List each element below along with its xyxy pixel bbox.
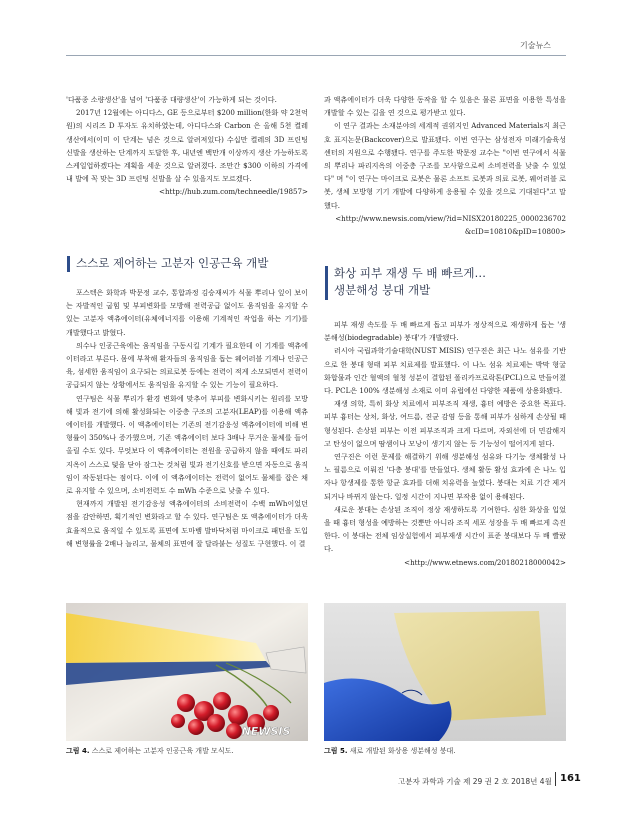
left-column-body bbox=[66, 286, 308, 550]
figure-4-image bbox=[66, 603, 308, 741]
section-title-line: 화상 피부 재생 두 배 빠르게… bbox=[334, 266, 486, 280]
figure-5-caption bbox=[324, 746, 456, 756]
bandage-photo bbox=[324, 603, 566, 741]
paragraph: 이 연구 결과는 소재분야의 세계적 권위지인 Advanced Materials지 최근호 표지논문(Backcover)으로 발표됐다. 이번 연구는 삼성전자 미래기술육성센터의 지원으로 수행됐다. 연구를 주도한 박문정 교수는 "이번 연구에서 식물의 뿌리나 파리지옥의 이중층 구조를 모사함으로써 소비전력을 낮출 수 있었다" 며 "이 연구는 마이크로 로봇은 물론 소프트 로봇과 의료 로봇, 웨어러블 로봇, 생체 모방형 기기 개발에 다양하게 응용될 수 있을 것으로 기대된다"고 말했다. bbox=[324, 121, 566, 210]
journal-citation: 고분자 과학과 기술 제 29 권 2 호 2018년 4월 bbox=[398, 777, 552, 786]
paragraph: 과 액츄에이터가 더욱 다양한 동작을 할 수 있음은 물론 표면을 이용한 특성을 개발할 수 있는 길을 연 것으로 평가받고 있다. bbox=[324, 95, 566, 118]
source-url-line: &cID=10810&pID=10800> bbox=[464, 227, 566, 237]
source-url: <http://www.etnews.com/20180218000042> bbox=[404, 557, 566, 567]
paragraph: 의수나 인공근육에는 움직임을 구동시킬 기계가 필요한데 이 기계를 액츄에이터라고 부른다. 몸에 부착해 환자들의 움직임을 돕는 웨어러블 기계나 인공근육, 섬세한 움직임이 요구되는 의료로봇 등에는 전력이 적게 소모되면서 전력이 공급되지 않는 상황에서도 움직임을 유지할 수 있는 기능이 필요하다. bbox=[66, 340, 308, 390]
header-divider bbox=[66, 55, 566, 56]
watermark: NEWSIS bbox=[241, 725, 291, 738]
source-url-line: <http://www.newsis.com/view/?id=NISX20180225_0000236702 bbox=[335, 213, 566, 223]
right-column-body bbox=[324, 318, 566, 569]
section-title: 스스로 제어하는 고분자 인공근육 개발 bbox=[76, 256, 269, 270]
paragraph: 현재까지 개발된 전기감응성 액츄에이터의 소비전력이 수백 mWh이었던 점을 감안하면, 획기적인 변화라고 할 수 있다. 연구팀은 또 액츄에이터가 더욱 효율적으로 움직일 수 있도록 표면에 도마뱀 발바닥처럼 마이크로 패턴을 도입해 변형률을 2배나 늘리고, 물체의 표면에 잘 달라붙는 성질도 구현했다. 이 결 bbox=[66, 499, 308, 548]
paragraph: 피부 재생 속도를 두 배 빠르게 돕고 피부가 정상적으로 재생하게 돕는 '생분해성(biodegradable) 붕대'가 개발됐다. bbox=[324, 320, 566, 343]
page-number: 161 bbox=[560, 773, 581, 784]
paragraph: 새로운 붕대는 손상된 조직이 정상 재생하도록 기여한다. 심한 화상을 입었을 때 흉터 형성을 예방하는 것뿐만 아니라 조직 세포 성장을 두 배 빠르게 촉진한다. 이 붕대는 전체 임상실험에서 피부재생 시간이 표준 붕대보다 두 배 빨랐다. bbox=[324, 504, 566, 554]
figure-label: 그림 5. bbox=[324, 747, 348, 755]
section-marker bbox=[67, 256, 70, 272]
paragraph: 2017년 12월에는 아디다스, GE 등으로부터 $200 million(한화 약 2천억원)의 시리즈 D 투자도 유치하였는데, 아디다스와 Carbon 은 올해 5천 켤레 생산에서(이미 이 단계는 넘은 것으로 알려져있다) 수십만 켤레의 3D 프린팅 신발을 생산하는 단계까지 도달한 후, 내년엔 백만개 이상까지 생산 가능하도록 스케일업하겠다는 계획을 세운 것으로 알려졌다. 조만간 $300 이하의 가격에 내 발에 꼭 맞는 3D 프린팅 신발을 살 수 있을지도 모르겠다. bbox=[66, 108, 308, 184]
paragraph: 재생 의학, 특히 화상 치료에서 피부조직 재생, 흉터 예방은 중요한 목표다. 피부 흉터는 상처, 화상, 여드름, 진균 감염 등을 통해 피부가 심하게 손상될 때 형성된다. 손상된 피부는 이전 피부조직과 크게 다르며, 자외선에 더 민감해지고 탄성이 없으며 땀샘이나 모낭이 생기지 않는 등 기능성이 떨어지게 된다. bbox=[324, 399, 566, 448]
figure-caption-text: 새로 개발된 화상용 생분해성 붕대. bbox=[349, 747, 456, 755]
left-column-top bbox=[66, 93, 308, 199]
paragraph: 포스텍은 화학과 박문정 교수, 통합과정 김승재씨가 식물 뿌리나 잎이 보이는 자발적인 굽힘 및 부피변화를 모방해 전력공급 없이도 움직임을 유지할 수 있는 고분자 액츄에이터(유체에너지를 이용해 기계적인 작업을 하는 기기)를 개발했다고 밝혔다. bbox=[66, 288, 308, 337]
paragraph: '다품종 소량생산'을 넘어 '다품종 대량생산'이 가능하게 되는 것이다. bbox=[66, 95, 277, 104]
figure-4-caption bbox=[66, 746, 234, 756]
section-marker bbox=[325, 266, 328, 300]
source-url: <http://hub.zum.com/techneedle/19857> bbox=[159, 187, 308, 197]
paragraph: 연구팀은 식물 뿌리가 환경 변화에 맞추어 부피를 변화시키는 원리를 모방해 빛과 전기에 의해 활성화되는 이중층 구조의 고분자(LEAP)를 이용해 액츄에이터를 개발했다. 이 액츄에이터는 기존의 전기감응성 액츄에이터에 비해 변형률이 350%나 증가했으며, 기존 액츄에이터 보다 3배나 무거운 물체를 들어올릴 수도 있다. 무엇보다 이 액츄에이터는 전원을 공급하지 않을 때에도 파리지옥이 스스로 덫을 닫아 잠그는 것처럼 빛과 전기신호를 받으면 자동으로 움직임이 작동된다는 점이다. 이에 이 액츄에이터는 전력이 없어도 물체를 잡은 채로 유지할 수 있으며, 소비전력도 수 mWh 수준으로 낮출 수 있다. bbox=[66, 393, 308, 496]
section-title bbox=[334, 265, 486, 299]
paragraph: 러시아 국립과학기술대학(NUST MISIS) 연구진은 최근 나노 섬유를 기반으로 한 붕대 형태 피부 치료제를 발표했다. 이 나노 섬유 치료제는 박막 형굴 화합물과 인간 혈액의 혈청 성분이 결합된 폴리카프로락톤(PCL)으로 만들어졌다. PCL은 100% 생분해성 소재로 이미 유럽에선 다양한 제품에 상용화됐다. bbox=[324, 346, 566, 396]
section-title-line: 생분해성 붕대 개발 bbox=[334, 283, 431, 297]
figure-caption-text: 스스로 제어하는 고분자 인공근육 개발 모식도. bbox=[91, 747, 234, 755]
section-label: 기술뉴스 bbox=[520, 41, 551, 50]
right-column-top bbox=[324, 93, 566, 238]
figure-5-image bbox=[324, 603, 566, 741]
actuator-illustration bbox=[66, 603, 308, 741]
paragraph: 연구진은 이런 문제를 해결하기 위해 생분해성 섬유와 다기능 생체활성 나노 필름으로 이뤄진 '다층 붕대'를 만들었다. 생체 활동 활성 효과에 은 나노 입자나 항생제를 통한 항균 효과를 더해 치유력을 높였다. 붕대는 치료 기간 제거되거나 바뀌지 않는다. 일정 시간이 지나면 부작용 없이 용해된다. bbox=[324, 452, 566, 501]
footer-divider bbox=[555, 772, 556, 786]
figure-label: 그림 4. bbox=[66, 747, 90, 755]
